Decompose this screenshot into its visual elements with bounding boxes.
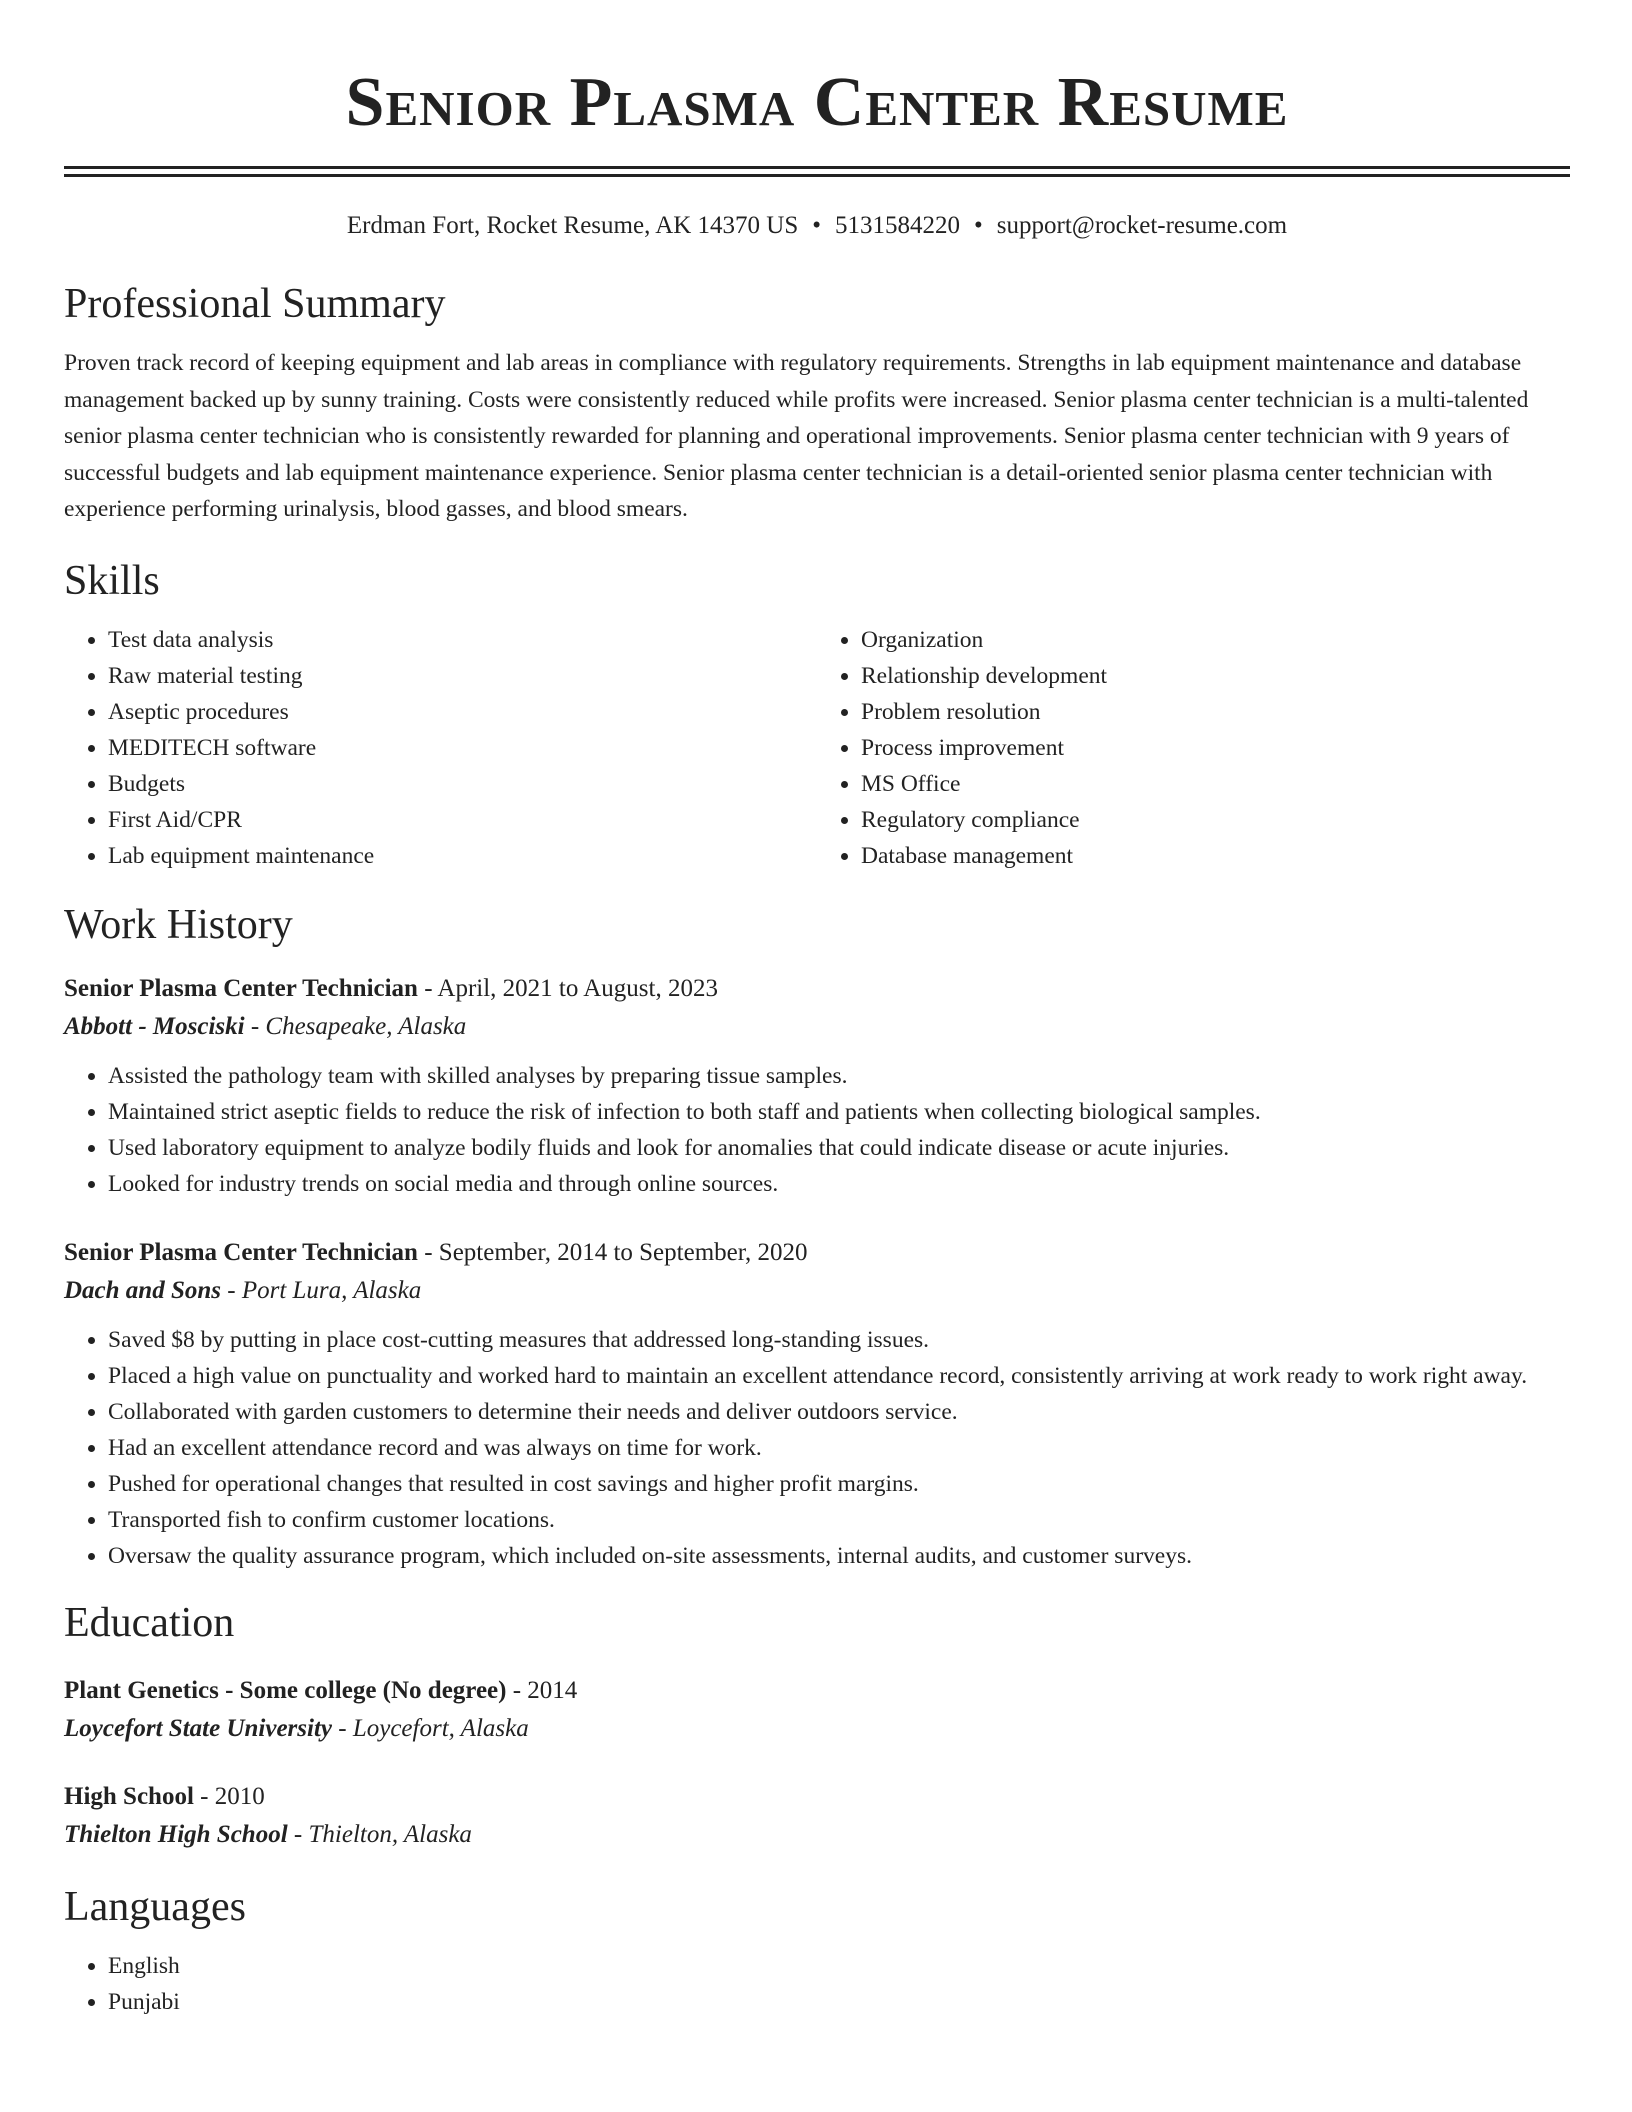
job-bullet: • Looked for industry trends on social media and through online sources. [108,1166,1570,1202]
job-company-line [64,1010,1570,1044]
education-school: Thielton High School [64,1820,288,1848]
education-year: - 2014 [506,1676,578,1704]
title-divider-thick [64,166,1570,169]
language-item: • English [108,1948,1570,1984]
skill-item: • Process improvement [861,730,1570,766]
resume-page [64,0,1570,2020]
summary-text: Proven track record of keeping equipment and lab areas in compliance with regulatory requirements. Strengths in lab equipment maintenance and database management backed up by sunny training. Costs were consistently reduced while profits were increased. Senior plasma center technician is a multi-talented senior plasma center technician who is consistently rewarded for planning and operational improvements. Senior plasma center technician with 9 years of successful budgets and lab equipment maintenance experience. Senior plasma center technician is a detail-oriented senior plasma center technician with experience performing urinalysis, blood gasses, and blood smears. [64,350,1529,522]
education-entry [64,1780,1570,1852]
job-entry [64,972,1570,1202]
job-bullet: • Placed a high value on punctuality and worked hard to maintain an excellent attendance record, consistently arriving at work ready to work right away. [108,1358,1570,1394]
skill-item: • Problem resolution [861,694,1570,730]
education-degree: High School [64,1782,194,1810]
job-bullet: • Maintained strict aseptic fields to reduce the risk of infection to both staff and patients when collecting biological samples. [108,1094,1570,1130]
languages-heading: Languages [64,1883,246,1930]
job-title-line [64,972,1570,1006]
contact-separator: • [974,212,983,239]
education-school: Loycefort State University [64,1714,332,1742]
job-dates: - April, 2021 to August, 2023 [417,974,718,1002]
job-bullet: • Saved $8 by putting in place cost-cutting measures that addressed long-standing issues. [108,1322,1570,1358]
job-entry [64,1236,1570,1574]
job-bullet: • Used laboratory equipment to analyze bodily fluids and look for anomalies that could indicate disease or acute injuries. [108,1130,1570,1166]
education-degree-line [64,1780,1570,1814]
education-location: - Thielton, Alaska [287,1820,472,1848]
skills-list-left [64,622,817,874]
job-bullet: • Oversaw the quality assurance program, which included on-site assessments, internal audits, and customer surveys. [108,1538,1570,1574]
education-location: - Loycefort, Alaska [332,1714,529,1742]
education-entry [64,1674,1570,1746]
skills-list-right [817,622,1570,874]
job-dates: - September, 2014 to September, 2020 [417,1238,808,1266]
summary-heading: Professional Summary [64,281,446,327]
languages-list [64,1948,1570,2020]
contact-separator: • [812,212,822,239]
job-bullet: • Had an excellent attendance record and was always on time for work. [108,1430,1570,1466]
skill-item: • Organization [861,622,1570,658]
job-bullet: • Collaborated with garden customers to determine their needs and deliver outdoors service. [108,1394,1570,1430]
skill-item: • Aseptic procedures [108,694,817,730]
work-history-heading: Work History [64,901,293,948]
job-company-line [64,1274,1570,1308]
skill-item: • MS Office [861,766,1570,802]
contact-phone: 5131584220 [835,212,961,239]
skill-item: • First Aid/CPR [108,802,817,838]
job-title: Senior Plasma Center Technician [64,1238,418,1266]
education-school-line [64,1712,1570,1746]
skill-item: • MEDITECH software [108,730,817,766]
skill-item: • Raw material testing [108,658,817,694]
job-bullet: • Assisted the pathology team with skilled analyses by preparing tissue samples. [108,1058,1570,1094]
job-location: - Port Lura, Alaska [221,1276,422,1304]
job-company: Abbott - Mosciski [64,1012,245,1040]
job-company: Dach and Sons [64,1276,221,1304]
education-degree-line [64,1674,1570,1708]
skills-columns [64,622,1570,874]
job-bullets [64,1058,1570,1202]
job-bullets [64,1322,1570,1574]
job-location: - Chesapeake, Alaska [244,1012,467,1040]
language-item: • Punjabi [108,1984,1570,2020]
job-title: Senior Plasma Center Technician [64,974,418,1002]
job-bullet: • Transported fish to confirm customer locations. [108,1502,1570,1538]
resume-title: Senior Plasma Center Resume [345,64,1289,141]
education-degree: Plant Genetics - Some college (No degree) [64,1676,507,1704]
job-bullet: • Pushed for operational changes that resulted in cost savings and higher profit margins. [108,1466,1570,1502]
job-title-line [64,1236,1570,1270]
skill-item: • Relationship development [861,658,1570,694]
contact-line [64,211,1570,241]
skill-item: • Regulatory compliance [861,802,1570,838]
education-heading: Education [64,1599,235,1646]
skills-heading: Skills [64,557,160,604]
skill-item: • Database management [861,838,1570,874]
skill-item: • Test data analysis [108,622,817,658]
contact-address: Erdman Fort, Rocket Resume, AK 14370 US [346,212,799,239]
education-year: - 2010 [193,1782,265,1810]
skill-item: • Lab equipment maintenance [108,838,817,874]
skill-item: • Budgets [108,766,817,802]
title-divider-thin [64,174,1570,177]
education-school-line [64,1818,1570,1852]
contact-email: support@rocket-resume.com [996,212,1288,239]
